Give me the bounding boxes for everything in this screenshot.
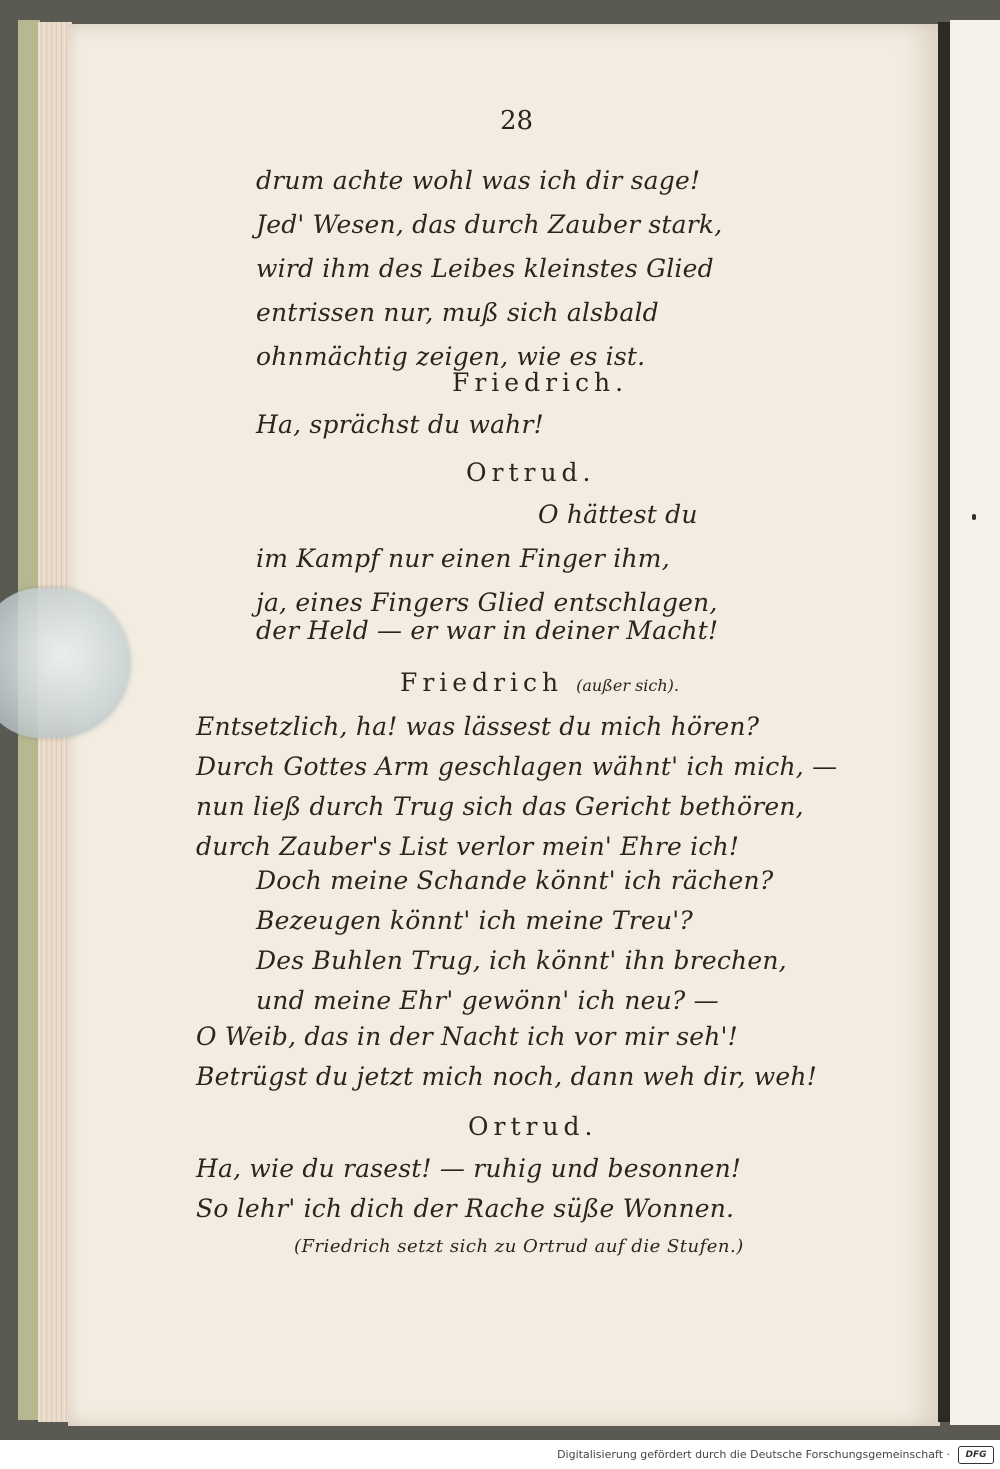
verse-line: Doch meine Schande könnt' ich rächen? (256, 866, 774, 895)
verse-line: und meine Ehr' gewönn' ich neu? — (256, 986, 719, 1015)
verse-line: Des Buhlen Trug, ich könnt' ihn brechen, (256, 946, 787, 975)
verse-line: ja, eines Fingers Glied entschlagen, (256, 588, 718, 617)
ink-speck (972, 514, 976, 520)
speaker-name: Ortrud. (466, 458, 596, 487)
stage-aside: (außer sich). (576, 676, 679, 695)
verse-line: im Kampf nur einen Finger ihm, (256, 544, 670, 573)
verse-line: ohnmächtig zeigen, wie es ist. (256, 342, 646, 371)
verse-line: Entsetzlich, ha! was lässest du mich hören? (196, 712, 760, 741)
verse-line: Ha, wie du rasest! — ruhig und besonnen! (196, 1154, 742, 1183)
speaker-name (400, 668, 679, 697)
verse-line: O Weib, das in der Nacht ich vor mir seh'! (196, 1022, 738, 1051)
verse-line: drum achte wohl was ich dir sage! (256, 166, 701, 195)
verse-line: O hättest du (538, 500, 698, 529)
verse-line: Bezeugen könnt' ich meine Treu'? (256, 906, 693, 935)
facing-page-strip (950, 20, 1000, 1425)
verse-line: der Held — er war in deiner Macht! (256, 616, 719, 645)
speaker-label: Friedrich (400, 668, 564, 697)
verse-line: So lehr' ich dich der Rache süße Wonnen. (196, 1194, 735, 1223)
verse-line: Betrügst du jetzt mich noch, dann weh dir, weh! (196, 1062, 817, 1091)
verse-line: durch Zauber's List verlor mein' Ehre ich! (196, 832, 740, 861)
verse-line: Ha, sprächst du wahr! (256, 410, 544, 439)
verse-line: Jed' Wesen, das durch Zauber stark, (256, 210, 723, 239)
speaker-name: Friedrich. (452, 368, 629, 397)
verse-line: entrissen nur, muß sich alsbald (256, 298, 659, 327)
dfg-logo: DFG (958, 1446, 994, 1464)
stage-direction: (Friedrich setzt sich zu Ortrud auf die Stufen.) (294, 1236, 744, 1257)
funding-credit: Digitalisierung gefördert durch die Deutsche Forschungsgemeinschaft · (557, 1448, 950, 1461)
verse-line: nun ließ durch Trug sich das Gericht bethören, (196, 792, 804, 821)
page-number: 28 (500, 106, 534, 136)
verse-line: wird ihm des Leibes kleinstes Glied (256, 254, 714, 283)
speaker-name: Ortrud. (468, 1112, 598, 1141)
verse-line: Durch Gottes Arm geschlagen wähnt' ich mich, — (196, 752, 838, 781)
